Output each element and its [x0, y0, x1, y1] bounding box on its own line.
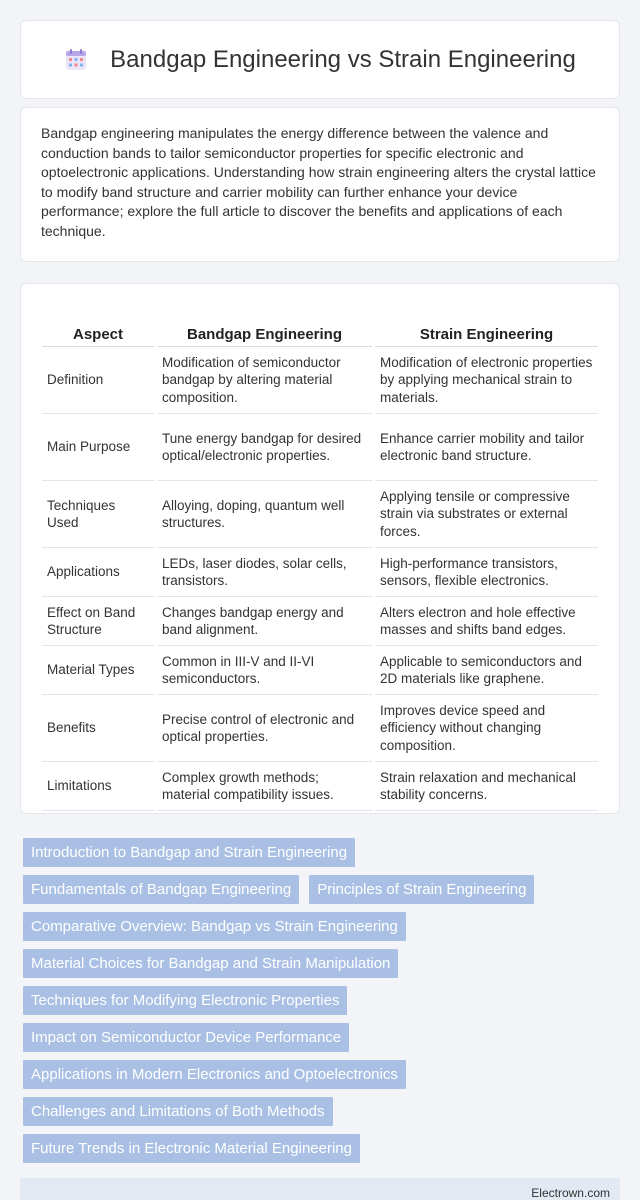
intro-card	[20, 107, 620, 262]
calendar-grid-icon	[64, 48, 88, 72]
table-header-row	[42, 304, 598, 347]
bandgap-cell: Changes bandgap energy and band alignment.	[157, 597, 372, 646]
table-row	[42, 597, 598, 646]
bandgap-cell: Tune energy bandgap for desired optical/electronic properties.	[157, 414, 372, 481]
page-title: Bandgap Engineering vs Strain Engineering	[110, 45, 576, 73]
footer-site-name[interactable]: Electrown.com	[531, 1186, 610, 1200]
strain-cell: Applying tensile or compressive strain via substrates or external forces.	[375, 481, 598, 548]
table-row	[42, 762, 598, 811]
header-card	[20, 20, 620, 99]
table-row	[42, 695, 598, 762]
comparison-table-card	[20, 283, 620, 814]
aspect-cell: Main Purpose	[42, 414, 154, 481]
toc-link-material-choices[interactable]: Material Choices for Bandgap and Strain Manipulation	[23, 949, 398, 978]
strain-cell: High-performance transistors, sensors, flexible electronics.	[375, 548, 598, 597]
toc-link-comparative-overview[interactable]: Comparative Overview: Bandgap vs Strain Engineering	[23, 912, 406, 941]
bandgap-cell: Modification of semiconductor bandgap by altering material composition.	[157, 347, 372, 414]
table-row	[42, 347, 598, 414]
aspect-cell: Benefits	[42, 695, 154, 762]
column-header-bandgap: Bandgap Engineering	[157, 304, 372, 347]
toc-link-bandgap-fundamentals[interactable]: Fundamentals of Bandgap Engineering	[23, 875, 299, 904]
table-row	[42, 646, 598, 695]
comparison-table	[39, 304, 601, 811]
aspect-cell: Applications	[42, 548, 154, 597]
intro-paragraph: Bandgap engineering manipulates the energy difference between the valence and conduction bands to tailor semiconductor properties for specific electronic and optoelectronic applications. Understanding how strain engineering alters the crystal lattice to modify band structure and carrier mobility can further enhance your device performance; explore the full article to discover the benefits and applications of each technique.	[41, 125, 596, 239]
table-row	[42, 414, 598, 481]
strain-cell: Alters electron and hole effective masses and shifts band edges.	[375, 597, 598, 646]
footer	[20, 1178, 620, 1200]
strain-cell: Applicable to semiconductors and 2D materials like graphene.	[375, 646, 598, 695]
strain-cell: Improves device speed and efficiency without changing composition.	[375, 695, 598, 762]
aspect-cell: Limitations	[42, 762, 154, 811]
toc-link-device-performance[interactable]: Impact on Semiconductor Device Performance	[23, 1023, 349, 1052]
column-header-aspect: Aspect	[42, 304, 154, 347]
header	[64, 46, 576, 74]
bandgap-cell: Alloying, doping, quantum well structures.	[157, 481, 372, 548]
bandgap-cell: Precise control of electronic and optical properties.	[157, 695, 372, 762]
aspect-cell: Techniques Used	[42, 481, 154, 548]
aspect-cell: Definition	[42, 347, 154, 414]
toc-link-strain-principles[interactable]: Principles of Strain Engineering	[309, 875, 534, 904]
toc-link-applications[interactable]: Applications in Modern Electronics and Optoelectronics	[23, 1060, 406, 1089]
strain-cell: Enhance carrier mobility and tailor electronic band structure.	[375, 414, 598, 481]
bandgap-cell: Complex growth methods; material compatibility issues.	[157, 762, 372, 811]
table-of-contents	[23, 838, 617, 1163]
bandgap-cell: LEDs, laser diodes, solar cells, transistors.	[157, 548, 372, 597]
strain-cell: Strain relaxation and mechanical stability concerns.	[375, 762, 598, 811]
aspect-cell: Material Types	[42, 646, 154, 695]
toc-link-future-trends[interactable]: Future Trends in Electronic Material Engineering	[23, 1134, 360, 1163]
table-row	[42, 548, 598, 597]
toc-link-challenges[interactable]: Challenges and Limitations of Both Methods	[23, 1097, 333, 1126]
strain-cell: Modification of electronic properties by applying mechanical strain to materials.	[375, 347, 598, 414]
toc-link-introduction[interactable]: Introduction to Bandgap and Strain Engineering	[23, 838, 355, 867]
table-row	[42, 481, 598, 548]
bandgap-cell: Common in III-V and II-VI semiconductors.	[157, 646, 372, 695]
column-header-strain: Strain Engineering	[375, 304, 598, 347]
aspect-cell: Effect on Band Structure	[42, 597, 154, 646]
toc-link-techniques[interactable]: Techniques for Modifying Electronic Properties	[23, 986, 347, 1015]
